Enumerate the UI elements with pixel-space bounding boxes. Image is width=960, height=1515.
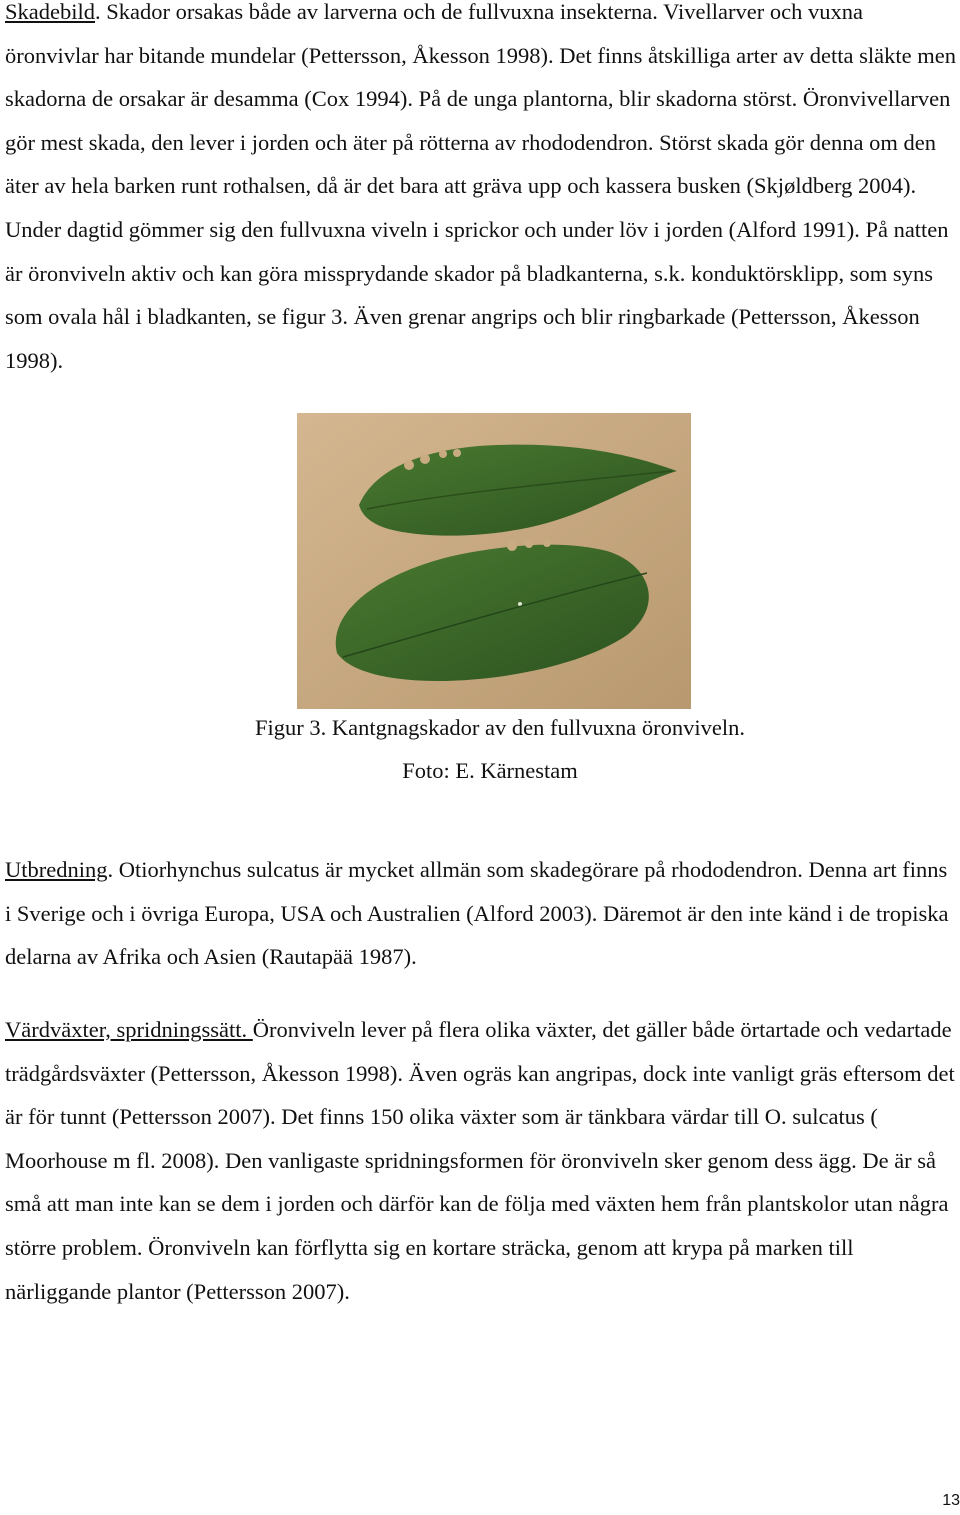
paragraph-damage [5,0,957,382]
figure-credit: Foto: E. Kärnestam [402,758,578,783]
page-number: 13 [942,1492,960,1509]
heading-damage: Skadebild [5,0,95,24]
text-distribution: . Otiorhynchus sulcatus är mycket allmän som skadegörare på rhododendron. Denna art finns i Sverige och i övriga Europa, USA och Australien (Alford 2003). Däremot är den inte känd i de tropiska delarna av Afrika och Asien (Rautapää 1987). [5,857,949,970]
heading-hosts: Värdväxter, spridningssätt. [5,1017,253,1042]
heading-distribution: Utbredning [5,857,108,882]
figure-caption: Figur 3. Kantgnagskador av den fullvuxna öronviveln. [255,715,745,740]
text-damage: . Skador orsakas både av larverna och de fullvuxna insekterna. Vivellarver och vuxna öronvivlar har bitande mundelar (Pettersson, Åkesson 1998). Det finns åtskilliga arter av detta släkte men skadorna de orsakar är desamma (Cox 1994). På de unga plantorna, blir skadorna störst. Öronvivellarven gör mest skada, den lever i jorden och äter på rötterna av rhododendron. Störst skada gör denna om den äter av hela barken runt rothalsen, då är det bara att gräva upp och kassera busken (Skjøldberg 2004). Under dagtid gömmer sig den fullvuxna viveln i sprickor och under löv i jorden (Alford 1991). På natten är öronviveln aktiv och kan göra missprydande skador på bladkanterna, s.k. konduktörsklipp, som syns som ovala hål i bladkanten, se figur 3. Även grenar angrips och blir ringbarkade (Pettersson, Åkesson 1998). [5,0,956,373]
leaf-damage-photo [297,413,691,709]
paragraph-hosts [5,1008,957,1313]
paragraph-distribution [5,848,957,979]
text-hosts: Öronviveln lever på flera olika växter, det gäller både örtartade och vedartade trädgårdsväxter (Pettersson, Åkesson 1998). Även ogräs kan angripas, dock inte vanligt gräs eftersom det är för tunnt (Pettersson 2007). Det finns 150 olika växter som är tänkbara värdar till O. sulcatus ( Moorhouse m fl. 2008). Den vanligaste spridningsformen för öronviveln sker genom dess ägg. De är så små att man inte kan se dem i jorden och därför kan de följa med växten hem från plantskolor utan några större problem. Öronviveln kan förflytta sig en kortare sträcka, genom att krypa på marken till närliggande plantor (Pettersson 2007). [5,1017,955,1304]
